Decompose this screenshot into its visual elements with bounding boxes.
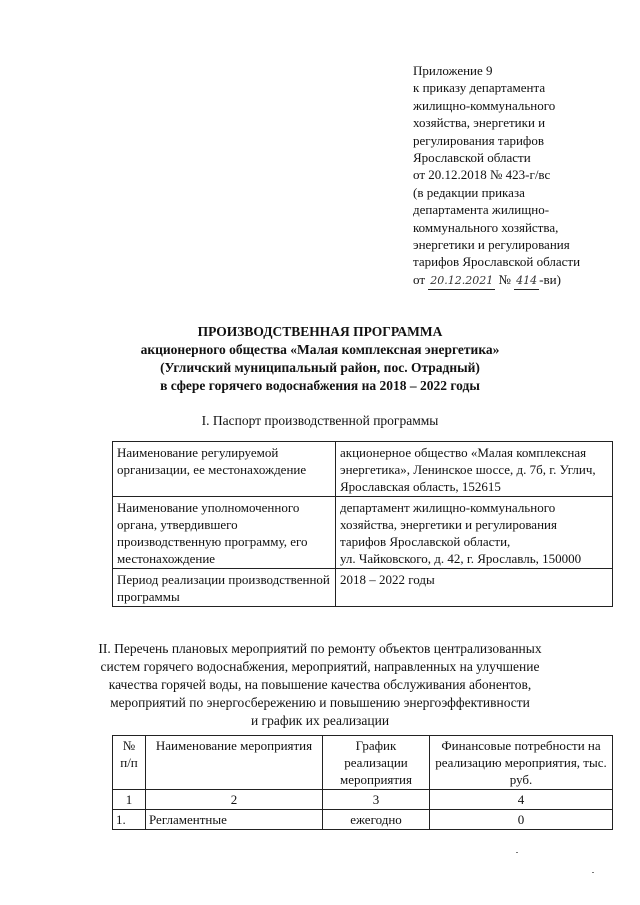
title-line-4: в сфере горячего водоснабжения на 2018 – 2022 годы	[160, 378, 480, 393]
value-line: департамент жилищно-коммунального	[340, 500, 556, 515]
appendix-line: от 20.12.2018 № 423-г/вс	[413, 167, 551, 183]
scan-speck	[592, 872, 594, 873]
index-cell: 2	[146, 790, 323, 810]
table-row	[113, 810, 613, 830]
header-schedule: График реализации мероприятия	[323, 736, 430, 790]
table-header-row	[113, 736, 613, 790]
scan-speck	[516, 852, 518, 853]
section-2-title	[60, 640, 580, 730]
header-finance: Финансовые потребности на реализацию мероприятия, тыс. руб.	[430, 736, 613, 790]
appendix-header	[413, 62, 618, 290]
value-line: ул. Чайковского, д. 42, г. Ярославль, 150000	[340, 551, 582, 566]
row-number: 1.	[113, 810, 146, 830]
table-index-row	[113, 790, 613, 810]
index-cell: 1	[113, 790, 146, 810]
section-2-title-line: систем горячего водоснабжения, мероприятий, направленных на улучшение	[100, 659, 540, 674]
header-activity: Наименование мероприятия	[146, 736, 323, 790]
appendix-line: департамента жилищно-	[413, 202, 550, 218]
passport-label: Наименование уполномоченного органа, утвердившего производственную программу, его местонахождение	[113, 497, 336, 569]
row-activity: Регламентные	[146, 810, 323, 830]
appendix-line: хозяйства, энергетики и	[413, 115, 546, 131]
value-line: тарифов Ярославской области,	[340, 534, 511, 549]
passport-value: 2018 – 2022 годы	[336, 569, 613, 607]
appendix-line: (в редакции приказа	[413, 184, 525, 200]
passport-table	[112, 441, 613, 607]
table-row	[113, 442, 613, 497]
activities-table	[112, 735, 613, 830]
appendix-line: к приказу департамента	[413, 80, 546, 96]
section-1-title: I. Паспорт производственной программы	[201, 413, 439, 428]
index-cell: 4	[430, 790, 613, 810]
number-sign: №	[498, 271, 511, 287]
appendix-order-line	[413, 271, 618, 290]
passport-label: Наименование регулируемой организации, ее местонахождение	[113, 442, 336, 497]
passport-label: Период реализации производственной программы	[113, 569, 336, 607]
appendix-line: Ярославской области	[413, 150, 531, 166]
table-row	[113, 497, 613, 569]
passport-value	[336, 497, 613, 569]
appendix-line: тарифов Ярославской области	[413, 254, 581, 270]
table-row	[113, 569, 613, 607]
passport-value: акционерное общество «Малая комплексная энергетика», Ленинское шоссе, д. 7б, г. Углич, Ярославская область, 152615	[336, 442, 613, 497]
title-line-2: акционерного общества «Малая комплексная энергетика»	[140, 342, 500, 357]
title-line-1: ПРОИЗВОДСТВЕННАЯ ПРОГРАММА	[197, 324, 443, 339]
section-2-title-line: II. Перечень плановых мероприятий по ремонту объектов централизованных	[98, 641, 542, 656]
row-finance: 0	[430, 810, 613, 830]
row-schedule: ежегодно	[323, 810, 430, 830]
section-2-title-line: мероприятий по энергосбережению и повышению энергоэффективности	[110, 695, 530, 710]
appendix-line: Приложение 9	[413, 63, 493, 78]
handwritten-date: 20.12.2021	[428, 272, 495, 290]
appendix-line: жилищно-коммунального	[413, 97, 556, 113]
order-prefix: от	[413, 271, 426, 287]
appendix-line: регулирования тарифов	[413, 132, 544, 148]
appendix-line: энергетики и регулирования	[413, 237, 570, 253]
header-number: № п/п	[113, 736, 146, 790]
title-line-3: (Угличский муниципальный район, пос. Отрадный)	[160, 360, 480, 375]
index-cell: 3	[323, 790, 430, 810]
handwritten-number: 414	[514, 272, 539, 290]
value-line: хозяйства, энергетики и регулирования	[340, 517, 557, 532]
order-suffix: -ви)	[539, 271, 561, 287]
section-2-title-line: качества горячей воды, на повышение качества обслуживания абонентов,	[108, 677, 532, 692]
appendix-line: коммунального хозяйства,	[413, 219, 559, 235]
section-2-title-line: и график их реализации	[250, 713, 390, 728]
program-title	[100, 323, 540, 395]
